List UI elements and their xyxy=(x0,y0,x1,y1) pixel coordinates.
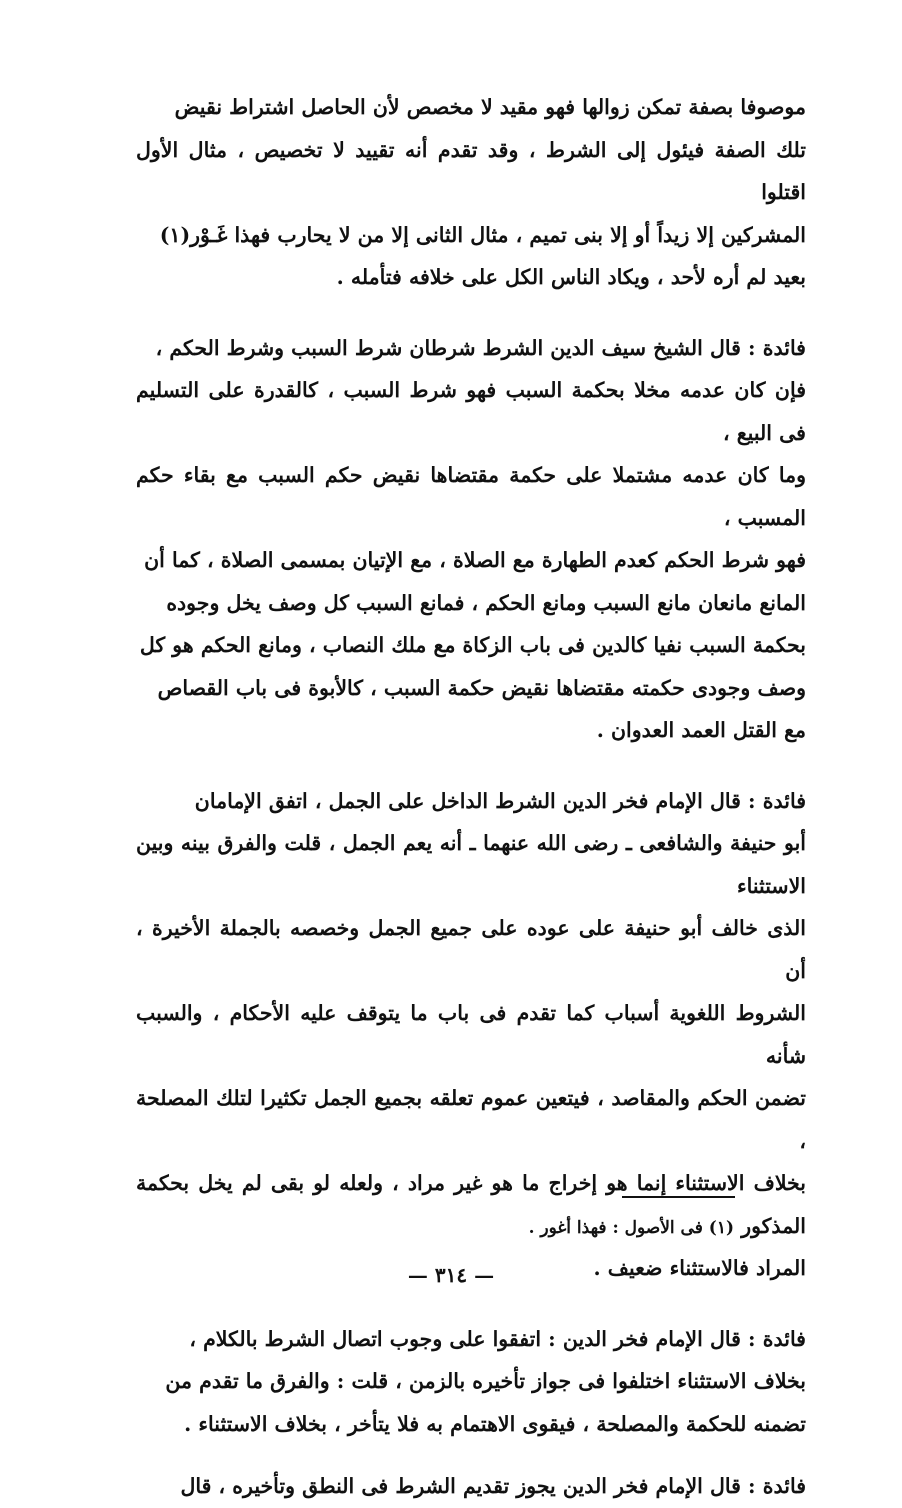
footnote-divider xyxy=(622,1196,735,1198)
paragraph xyxy=(136,780,806,1290)
text-line: فائدة : قال الإمام فخر الدين الشرط الداخل على الجمل ، اتفق الإمامان xyxy=(194,788,806,813)
text-line: فائدة : قال الإمام فخر الدين : اتفقوا على وجوب اتصال الشرط بالكلام ، xyxy=(189,1326,806,1351)
text-line: أبو حنيفة والشافعى ـ رضى الله عنهما ـ أنه يعم الجمل ، قلت والفرق بينه وبين الاستثناء xyxy=(136,831,806,898)
paragraph xyxy=(136,1318,806,1446)
text-line: فائدة : قال الشيخ سيف الدين الشرط شرطان شرط السبب وشرط الحكم ، xyxy=(155,335,806,360)
text-line: موصوفا بصفة تمكن زوالها فهو مقيد لا مخصص لأن الحاصل اشتراط نقيض xyxy=(174,95,806,119)
text-line: مع القتل العمد العدوان . xyxy=(596,718,806,742)
text-line: تضمن الحكم والمقاصد ، فيتعين عموم تعلقه بجميع الجمل تكثيرا لتلك المصلحة ، xyxy=(136,1086,806,1153)
paragraph xyxy=(136,86,806,299)
text-line: فإن كان عدمه مخلا بحكمة السبب فهو شرط السبب ، كالقدرة على التسليم فى البيع ، xyxy=(136,378,806,445)
text-line: الذى خالف أبو حنيفة على عوده على جميع الجمل وخصصه بالجملة الأخيرة ، أن xyxy=(136,916,806,983)
page-number: — ٣١٤ — xyxy=(407,1263,495,1287)
text-line: بعيد لم أره لأحد ، ويكاد الناس الكل على خلافه فتأمله . xyxy=(336,265,806,289)
text-line: وما كان عدمه مشتملا على حكمة مقتضاها نقيض حكم السبب مع بقاء حكم المسبب ، xyxy=(136,463,806,530)
text-line: فائدة : قال الإمام فخر الدين يجوز تقديم الشرط فى النطق وتأخيره ، قال xyxy=(180,1474,806,1498)
text-line: فهو شرط الحكم كعدم الطهارة مع الصلاة ، مع الإتيان بمسمى الصلاة ، كما أن xyxy=(144,548,806,572)
text-line: وصف وجودى حكمته مقتضاها نقيض حكمة السبب ، كالأبوة فى باب القصاص xyxy=(157,675,806,700)
text-line: بحكمة السبب نفيا كالدين فى باب الزكاة مع ملك النصاب ، ومانع الحكم هو كل xyxy=(139,633,806,657)
text-line: الشروط اللغوية أسباب كما تقدم فى باب ما يتوقف عليه الأحكام ، والسبب شأنه xyxy=(136,1001,806,1068)
text-line: بخلاف الاستثناء اختلفوا فى جواز تأخيره بالزمن ، قلت : والفرق ما تقدم من xyxy=(165,1369,806,1393)
text-line: المانع مانعان مانع السبب ومانع الحكم ، فمانع السبب كل وصف يخل وجوده xyxy=(166,590,806,615)
text-line: تضمنه للحكمة والمصلحة ، فيقوى الاهتمام به فلا يتأخر ، بخلاف الاستثناء . xyxy=(184,1411,806,1436)
footnote: (١) فى الأصول : فهذا أغور . xyxy=(528,1218,734,1238)
text-line: المراد فالاستثناء ضعيف . xyxy=(593,1256,806,1280)
paragraph xyxy=(136,1465,806,1508)
text-line: تلك الصفة فيئول إلى الشرط ، وقد تقدم أنه تقييد لا تخصيص ، مثال الأول اقتلوا xyxy=(136,137,806,204)
body-text xyxy=(136,86,806,1508)
text-line: بخلاف الاستثناء إنما هو إخراج ما هو غير مراد ، ولعله لو بقى لم يخل بحكمة المذكور xyxy=(136,1171,806,1238)
text-line: المشركين إلا زيداً أو إلا بنى تميم ، مثال الثانى إلا من لا يحارب فهذا غَـوْر(١) xyxy=(159,222,806,247)
paragraph xyxy=(136,327,806,752)
